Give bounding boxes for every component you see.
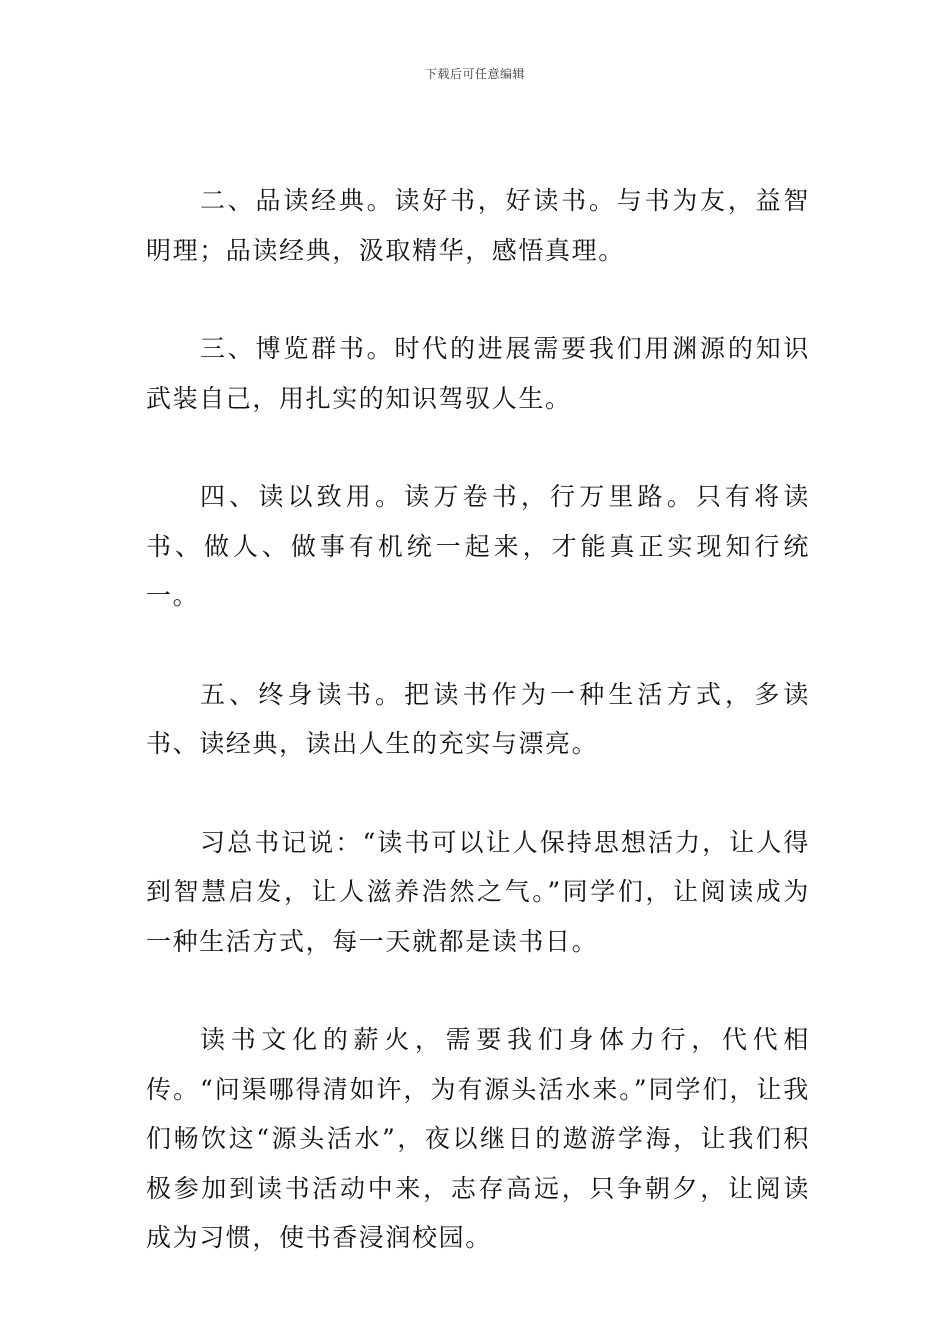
paragraph-quote: 习总书记说：“读书可以让人保持思想活力，让人得到智慧启发，让人滋养浩然之气。”同学们，让阅读成为一种生活方式，每一天就都是读书日。	[146, 827, 810, 956]
paragraph-reading-widely: 三、博览群书。时代的进展需要我们用渊源的知识武装自己，用扎实的知识驾驭人生。	[146, 334, 810, 413]
page-header-note: 下载后可任意编辑	[424, 67, 525, 81]
document-body	[146, 176, 810, 1263]
paragraph-reading-for-use: 四、读以致用。读万卷书，行万里路。只有将读书、做人、做事有机统一起来，才能真正实现知行统一。	[146, 482, 810, 610]
paragraph-closing: 读书文化的薪火，需要我们身体力行，代代相传。“问渠哪得清如许，为有源头活水来。”同学们，让我们畅饮这“源头活水”，夜以继日的遨游学海，让我们积极参加到读书活动中来，志存高远，只争朝夕，让阅读成为习惯，使书香浸润校园。	[146, 1025, 810, 1252]
paragraph-reading-classics: 二、品读经典。读好书，好读书。与书为友，益智明理；品读经典，汲取精华，感悟真理。	[146, 186, 810, 265]
paragraph-lifelong-reading: 五、终身读书。把读书作为一种生活方式，多读书、读经典，读出人生的充实与漂亮。	[146, 679, 810, 758]
